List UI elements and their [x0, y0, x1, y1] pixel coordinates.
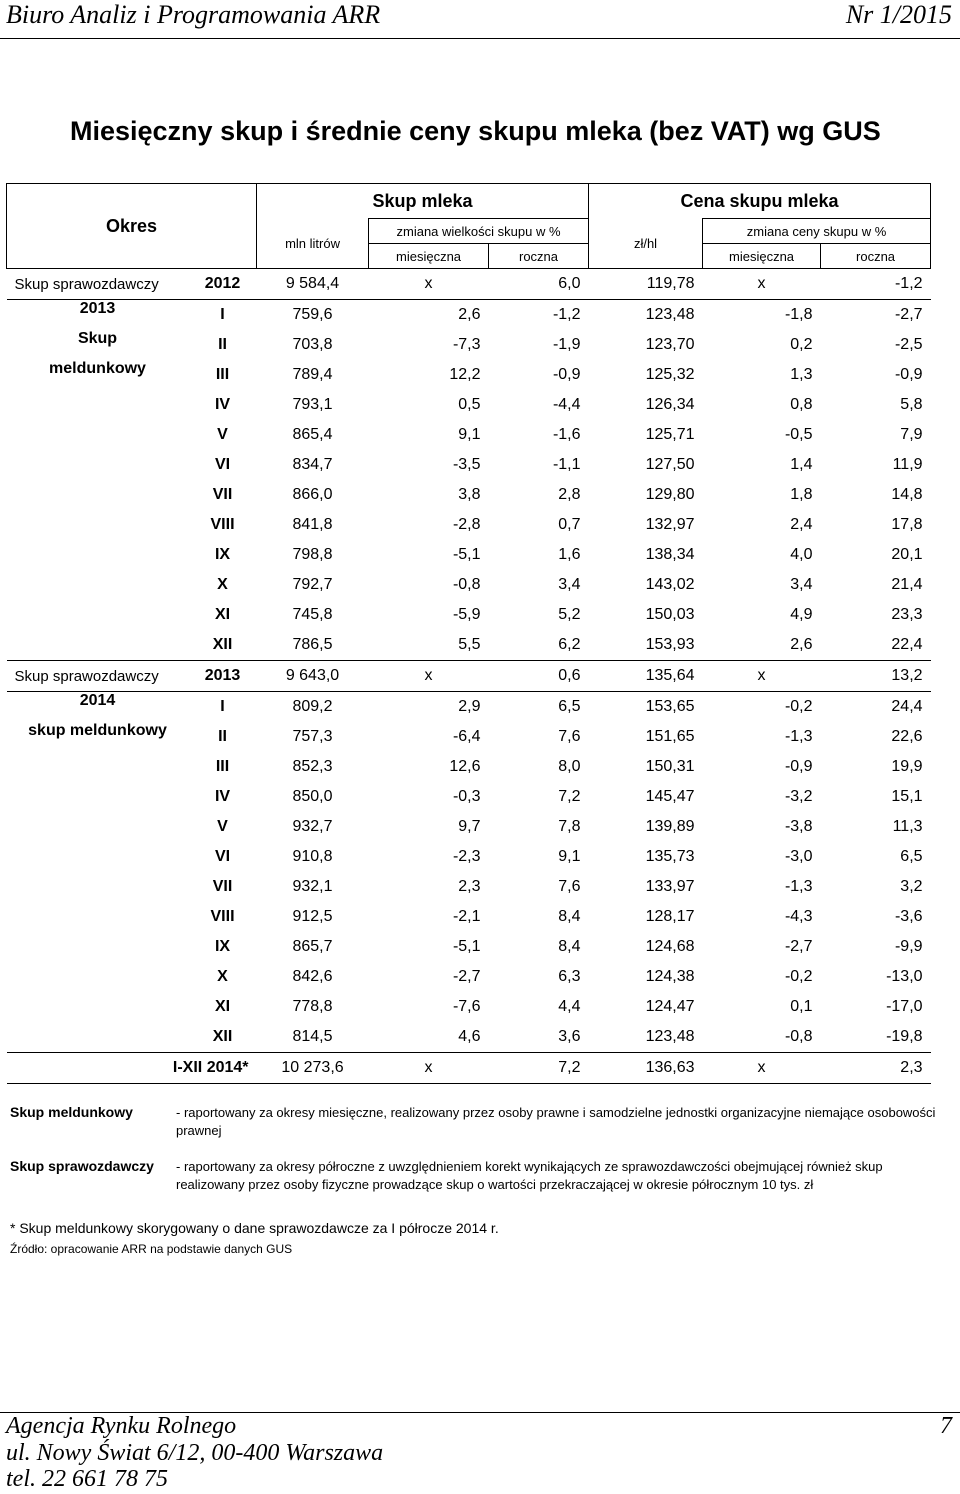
cell-cena-roczna: 6,5 [900, 848, 923, 865]
row-label-11 [7, 1022, 189, 1053]
table-row [7, 540, 931, 570]
cell-cena-miesieczna: -3,8 [784, 818, 813, 835]
page-number: 7 [940, 1413, 952, 1439]
row-month: III [215, 758, 230, 775]
cell-cena-roczna: -3,6 [894, 908, 923, 925]
cell-cena: 151,65 [645, 728, 695, 745]
cell-cena-miesieczna: -1,3 [784, 728, 813, 745]
cell-cena: 136,63 [645, 1059, 695, 1076]
cell-skup-miesieczna: 4,6 [458, 1028, 481, 1045]
cell-cena-miesieczna: 0,8 [790, 396, 813, 413]
header-zmiana-ceny: zmiana ceny skupu w % [703, 219, 931, 244]
row-label-6 [7, 480, 189, 510]
cell-cena-miesieczna: 1,3 [790, 366, 813, 383]
cell-cena-roczna: 22,4 [891, 636, 923, 653]
cell-skup-miesieczna: -3,5 [452, 456, 481, 473]
legend-term: Skup sprawozdawczy [10, 1158, 154, 1174]
cell-cena: 150,31 [645, 758, 695, 775]
row-month: V [217, 426, 228, 443]
cell-mln-litrow: 850,0 [292, 788, 333, 805]
cell-cena: 133,97 [645, 878, 695, 895]
cell-mln-litrow: 834,7 [292, 456, 333, 473]
cell-skup-roczna: 8,0 [558, 758, 581, 775]
cell-mln-litrow: 842,6 [292, 968, 333, 985]
cell-skup-roczna: 5,2 [558, 606, 581, 623]
table-row [7, 1022, 931, 1053]
table-row [7, 570, 931, 600]
table-row [7, 842, 931, 872]
cell-cena: 153,93 [645, 636, 695, 653]
row-label: Skup sprawozdawczy [14, 275, 159, 293]
table-row [7, 480, 931, 510]
row-month: VIII [210, 908, 235, 925]
row-label-4 [7, 812, 189, 842]
cell-cena: 119,78 [646, 275, 695, 292]
row-month: XI [214, 606, 231, 623]
cell-skup-roczna: 7,2 [558, 1059, 581, 1076]
footer-agency: Agencja Rynku Rolnego [6, 1413, 237, 1439]
header-skup-miesieczna: miesięczna [369, 244, 489, 269]
cell-skup-miesieczna: x [424, 1059, 433, 1076]
cell-mln-litrow: 757,3 [292, 728, 333, 745]
cell-cena-miesieczna: 2,4 [790, 516, 813, 533]
cell-skup-miesieczna: 0,5 [458, 396, 481, 413]
row-label-3 [7, 782, 189, 812]
row-month: VI [214, 456, 231, 473]
row-label-10 [7, 600, 189, 630]
header-publisher: Biuro Analiz i Programowania ARR [6, 0, 381, 29]
milk-table-container [6, 183, 930, 1084]
cell-cena-roczna: 23,3 [891, 606, 923, 623]
row-year: 2012 [204, 275, 241, 292]
footer-phone: tel. 22 661 78 75 [6, 1466, 168, 1492]
cell-skup-miesieczna: -2,7 [452, 968, 481, 985]
row-month: X [217, 576, 228, 593]
footer-address: ul. Nowy Świat 6/12, 00-400 Warszawa [6, 1440, 384, 1466]
cell-cena-miesieczna: 1,8 [790, 486, 813, 503]
row-month: XI [214, 998, 231, 1015]
cell-skup-roczna: 6,3 [558, 968, 581, 985]
row-label: I-XII 2014* [172, 1059, 249, 1076]
row-label-10 [7, 992, 189, 1022]
cell-cena-roczna: 11,3 [892, 818, 923, 835]
page-title: Miesięczny skup i średnie ceny skupu mleka (bez VAT) wg GUS [70, 116, 881, 146]
cell-cena-roczna: -17,0 [886, 998, 923, 1015]
row-month: XII [212, 1028, 233, 1045]
cell-cena: 135,73 [645, 848, 695, 865]
header-skup-mleka: Skup mleka [257, 184, 589, 219]
cell-cena: 138,34 [645, 546, 695, 563]
row-month: XII [212, 636, 233, 653]
row-label-0: 2013 [79, 300, 116, 317]
row-month: I [220, 698, 225, 715]
cell-mln-litrow: 932,1 [292, 878, 333, 895]
cell-skup-roczna: 3,4 [558, 576, 581, 593]
cell-mln-litrow: 786,5 [292, 636, 333, 653]
cell-skup-miesieczna: 9,1 [458, 426, 481, 443]
table-row [7, 932, 931, 962]
cell-skup-roczna: 2,8 [558, 486, 581, 503]
cell-skup-miesieczna: -7,6 [452, 998, 481, 1015]
cell-cena: 153,65 [645, 698, 695, 715]
cell-cena: 143,02 [645, 576, 695, 593]
row-label-1: Skup [77, 330, 118, 347]
cell-mln-litrow: 745,8 [292, 606, 333, 623]
cell-cena-miesieczna: 1,4 [790, 456, 813, 473]
cell-skup-miesieczna: -5,1 [452, 546, 481, 563]
table-row [7, 360, 931, 390]
cell-cena-miesieczna: 2,6 [790, 636, 813, 653]
cell-cena: 135,64 [645, 667, 695, 684]
legend-definition: - raportowany za okresy półroczne z uwzględnieniem korekt wynikających ze sprawozdawczości obejmującej również skup realizowany przez osoby fizyczne prowadzące skup o wartości przekraczającej w okresie półrocznym 10 tys. zł [176, 1159, 883, 1192]
cell-mln-litrow: 809,2 [292, 698, 333, 715]
cell-cena-roczna: 2,3 [900, 1059, 923, 1076]
row-label-9 [7, 570, 189, 600]
cell-skup-roczna: -1,6 [552, 426, 581, 443]
cell-cena-miesieczna: -0,5 [784, 426, 813, 443]
cell-skup-miesieczna: -0,8 [452, 576, 481, 593]
row-label: Skup sprawozdawczy [14, 667, 159, 685]
cell-cena-miesieczna: 4,0 [790, 546, 813, 563]
cell-skup-roczna: 6,5 [558, 698, 581, 715]
cell-mln-litrow: 9 643,0 [285, 667, 340, 684]
cell-skup-roczna: 7,6 [558, 728, 581, 745]
cell-skup-miesieczna: 3,8 [458, 486, 481, 503]
cell-mln-litrow: 798,8 [292, 546, 333, 563]
cell-cena: 150,03 [645, 606, 695, 623]
row-label-3 [7, 390, 189, 420]
cell-cena-miesieczna: -0,2 [784, 698, 813, 715]
cell-skup-roczna: 7,8 [558, 818, 581, 835]
row-label-5 [7, 450, 189, 480]
header-okres: Okres [7, 184, 257, 269]
cell-cena-miesieczna: x [757, 667, 766, 684]
cell-cena-miesieczna: -2,7 [784, 938, 813, 955]
row-month: IX [214, 546, 231, 563]
cell-cena-roczna: 3,2 [900, 878, 923, 895]
cell-skup-miesieczna: 2,9 [458, 698, 481, 715]
cell-cena: 125,32 [645, 366, 695, 383]
cell-cena: 145,47 [645, 788, 695, 805]
cell-cena-roczna: 14,8 [891, 486, 923, 503]
row-label-7 [7, 510, 189, 540]
cell-cena-miesieczna: 3,4 [790, 576, 813, 593]
cell-cena-miesieczna: 0,2 [790, 336, 813, 353]
cell-skup-miesieczna: -2,1 [452, 908, 481, 925]
cell-cena: 126,34 [645, 396, 695, 413]
row-label-8 [7, 932, 189, 962]
cell-mln-litrow: 789,4 [292, 366, 333, 383]
header-cena-roczna: roczna [821, 244, 931, 269]
cell-mln-litrow: 932,7 [292, 818, 333, 835]
row-label-4 [7, 420, 189, 450]
row-month: II [218, 336, 227, 353]
header-skup-roczna: roczna [489, 244, 589, 269]
cell-mln-litrow: 866,0 [292, 486, 333, 503]
cell-cena-roczna: -2,5 [894, 336, 923, 353]
cell-cena-miesieczna: -3,0 [784, 848, 813, 865]
cell-mln-litrow: 865,4 [292, 426, 333, 443]
table-row [7, 782, 931, 812]
cell-skup-miesieczna: x [424, 275, 433, 292]
table-row [7, 872, 931, 902]
cell-cena-roczna: 21,4 [891, 576, 923, 593]
cell-skup-roczna: 0,7 [558, 516, 581, 533]
row-label-5 [7, 842, 189, 872]
cell-skup-miesieczna: -2,3 [452, 848, 481, 865]
cell-cena: 123,70 [645, 336, 695, 353]
cell-cena: 128,17 [645, 908, 695, 925]
row-month: VI [214, 848, 231, 865]
cell-skup-miesieczna: x [424, 667, 433, 684]
cell-mln-litrow: 9 584,4 [285, 275, 340, 292]
cell-mln-litrow: 792,7 [292, 576, 333, 593]
cell-cena-miesieczna: -0,2 [784, 968, 813, 985]
legend-definition: - raportowany za okresy miesięczne, realizowany przez osoby prawne i samodzielne jednostki organizacyjne niemające osobowości prawnej [176, 1105, 936, 1138]
cell-skup-roczna: -4,4 [552, 396, 581, 413]
header-mln-litrow: mln litrów [257, 219, 369, 269]
cell-cena-roczna: 7,9 [900, 426, 923, 443]
cell-skup-miesieczna: 12,2 [449, 366, 481, 383]
cell-cena-roczna: 5,8 [900, 396, 923, 413]
cell-cena-roczna: 15,1 [891, 788, 923, 805]
table-row [7, 692, 931, 723]
cell-mln-litrow: 703,8 [292, 336, 333, 353]
cell-skup-roczna: 1,6 [558, 546, 581, 563]
cell-cena: 123,48 [645, 1028, 695, 1045]
table-row-summary-2013 [7, 661, 931, 692]
row-label-8 [7, 540, 189, 570]
row-month: V [217, 818, 228, 835]
row-label-2: meldunkowy [49, 360, 146, 377]
row-month: II [218, 728, 227, 745]
row-label-9 [7, 962, 189, 992]
cell-cena: 129,80 [645, 486, 695, 503]
cell-mln-litrow: 910,8 [292, 848, 333, 865]
cell-skup-miesieczna: -6,4 [452, 728, 481, 745]
cell-skup-roczna: -1,9 [552, 336, 581, 353]
cell-skup-miesieczna: -5,1 [452, 938, 481, 955]
row-month: I [220, 306, 225, 323]
table-row-summary-2012 [7, 269, 931, 300]
cell-cena-miesieczna: -1,3 [784, 878, 813, 895]
cell-cena-miesieczna: -1,8 [784, 306, 813, 323]
row-month: IV [214, 788, 231, 805]
row-month: VII [212, 878, 233, 895]
table-row [7, 962, 931, 992]
cell-skup-roczna: 0,6 [558, 667, 581, 684]
cell-cena: 132,97 [645, 516, 695, 533]
cell-mln-litrow: 778,8 [292, 998, 333, 1015]
cell-cena-roczna: -2,7 [894, 306, 923, 323]
header-zmiana-wielkosci: zmiana wielkości skupu w % [369, 219, 589, 244]
cell-cena-roczna: -19,8 [886, 1028, 923, 1045]
cell-skup-miesieczna: -7,3 [452, 336, 481, 353]
cell-skup-roczna: 3,6 [558, 1028, 581, 1045]
cell-skup-miesieczna: -5,9 [452, 606, 481, 623]
cell-cena: 124,47 [645, 998, 695, 1015]
table-row [7, 752, 931, 782]
cell-cena-roczna: -0,9 [894, 366, 923, 383]
table-row [7, 390, 931, 420]
table-row [7, 902, 931, 932]
row-month: X [217, 968, 228, 985]
row-label-6 [7, 872, 189, 902]
row-label-7 [7, 902, 189, 932]
row-label-1: skup meldunkowy [28, 722, 167, 739]
table-row [7, 992, 931, 1022]
cell-skup-miesieczna: 2,3 [458, 878, 481, 895]
cell-skup-roczna: -1,1 [552, 456, 581, 473]
header-issue: Nr 1/2015 [845, 0, 952, 29]
cell-cena-roczna: 17,8 [891, 516, 923, 533]
row-label-2 [7, 752, 189, 782]
cell-cena: 124,38 [645, 968, 695, 985]
cell-cena-roczna: 11,9 [892, 456, 923, 473]
table-row [7, 450, 931, 480]
legend [10, 1104, 940, 1212]
cell-cena-roczna: -9,9 [894, 938, 923, 955]
cell-skup-roczna: 7,2 [558, 788, 581, 805]
cell-mln-litrow: 912,5 [292, 908, 333, 925]
cell-skup-roczna: -1,2 [552, 306, 581, 323]
milk-purchase-table [6, 183, 931, 1084]
cell-cena: 127,50 [645, 456, 695, 473]
legend-sprawozdawczy [10, 1158, 940, 1194]
header-cena-miesieczna: miesięczna [703, 244, 821, 269]
cell-skup-roczna: 7,6 [558, 878, 581, 895]
cell-skup-roczna: 6,0 [558, 275, 581, 292]
legend-meldunkowy [10, 1104, 940, 1140]
cell-skup-miesieczna: 5,5 [458, 636, 481, 653]
cell-skup-miesieczna: 2,6 [458, 306, 481, 323]
cell-mln-litrow: 759,6 [292, 306, 333, 323]
cell-cena: 123,48 [645, 306, 695, 323]
cell-cena-miesieczna: x [757, 1059, 766, 1076]
table-row [7, 812, 931, 842]
table-row [7, 300, 931, 331]
cell-cena-miesieczna: -0,9 [784, 758, 813, 775]
cell-cena-roczna: 24,4 [891, 698, 923, 715]
cell-cena-miesieczna: x [757, 275, 766, 292]
cell-cena: 124,68 [645, 938, 695, 955]
cell-mln-litrow: 841,8 [292, 516, 333, 533]
cell-cena: 139,89 [645, 818, 695, 835]
cell-skup-miesieczna: 9,7 [458, 818, 481, 835]
table-row-total-2014 [7, 1053, 931, 1084]
row-year: 2013 [204, 667, 241, 684]
header-zl-hl: zł/hl [589, 219, 703, 269]
cell-skup-roczna: 8,4 [558, 938, 581, 955]
cell-skup-roczna: 8,4 [558, 908, 581, 925]
cell-cena-roczna: -1,2 [894, 275, 923, 292]
cell-cena-miesieczna: -0,8 [784, 1028, 813, 1045]
cell-mln-litrow: 793,1 [292, 396, 333, 413]
cell-cena: 125,71 [645, 426, 695, 443]
cell-skup-miesieczna: -2,8 [452, 516, 481, 533]
cell-skup-miesieczna: -0,3 [452, 788, 481, 805]
source-note: Źródło: opracowanie ARR na podstawie danych GUS [10, 1242, 293, 1256]
cell-cena-roczna: 22,6 [891, 728, 923, 745]
cell-cena-roczna: 19,9 [891, 758, 923, 775]
table-row [7, 420, 931, 450]
row-month: VII [212, 486, 233, 503]
legend-term: Skup meldunkowy [10, 1104, 133, 1120]
cell-cena-roczna: 20,1 [891, 546, 923, 563]
cell-skup-roczna: 4,4 [558, 998, 581, 1015]
cell-cena-miesieczna: -4,3 [784, 908, 813, 925]
cell-cena-miesieczna: 0,1 [790, 998, 813, 1015]
cell-mln-litrow: 852,3 [292, 758, 333, 775]
cell-cena-miesieczna: 4,9 [790, 606, 813, 623]
cell-skup-miesieczna: 12,6 [449, 758, 481, 775]
cell-mln-litrow: 865,7 [292, 938, 333, 955]
table-row [7, 630, 931, 661]
footnote: * Skup meldunkowy skorygowany o dane sprawozdawcze za I półrocze 2014 r. [10, 1220, 499, 1236]
header-divider [0, 38, 960, 39]
cell-cena-miesieczna: -3,2 [784, 788, 813, 805]
row-month: IV [214, 396, 231, 413]
table-row [7, 330, 931, 360]
cell-cena-roczna: 13,2 [891, 667, 923, 684]
row-month: III [215, 366, 230, 383]
table-row [7, 722, 931, 752]
header-cena-skupu: Cena skupu mleka [589, 184, 931, 219]
row-month: VIII [210, 516, 235, 533]
cell-skup-roczna: 9,1 [558, 848, 581, 865]
table-row [7, 600, 931, 630]
row-label-0: 2014 [79, 692, 116, 709]
row-month: IX [214, 938, 231, 955]
cell-mln-litrow: 814,5 [292, 1028, 333, 1045]
cell-skup-roczna: 6,2 [558, 636, 581, 653]
cell-cena-roczna: -13,0 [886, 968, 923, 985]
table-row [7, 510, 931, 540]
row-label-11 [7, 630, 189, 661]
cell-skup-roczna: -0,9 [552, 366, 581, 383]
cell-mln-litrow: 10 273,6 [281, 1059, 344, 1076]
